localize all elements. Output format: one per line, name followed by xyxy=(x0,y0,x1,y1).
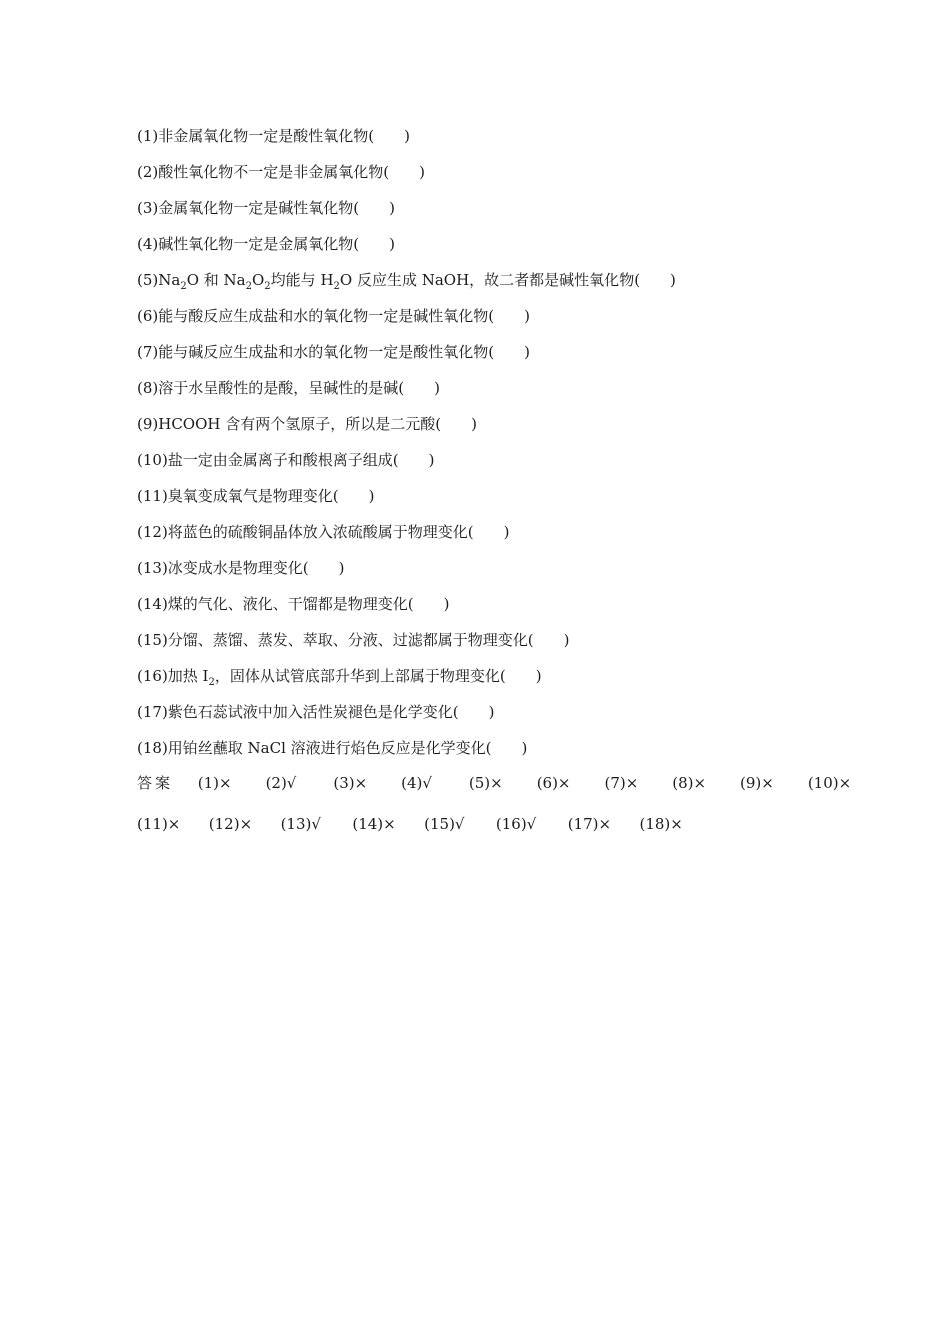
answer-label: 答案 xyxy=(137,774,174,792)
answer-item: (14)× xyxy=(352,815,396,833)
answer-item: (4)√ xyxy=(401,774,432,792)
answer-item: (8)× xyxy=(672,774,707,792)
answer-item: (1)× xyxy=(197,774,232,792)
question-item: (6)能与酸反应生成盐和水的氧化物一定是碱性氧化物( ) xyxy=(137,307,530,325)
answer-item: (2)√ xyxy=(265,774,297,792)
answer-item: (11)× xyxy=(137,815,181,833)
answer-item: (10)× xyxy=(807,774,852,792)
question-item: (17)紫色石蕊试液中加入活性炭褪色是化学变化( ) xyxy=(137,703,495,721)
question-item: (11)臭氧变成氧气是物理变化( ) xyxy=(137,487,375,505)
question-item: (15)分馏、蒸馏、蒸发、萃取、分液、过滤都属于物理变化( ) xyxy=(137,631,570,649)
answer-item: (18)× xyxy=(639,815,683,833)
answer-item: (7)× xyxy=(604,774,639,792)
question-item: (8)溶于水呈酸性的是酸，呈碱性的是碱( ) xyxy=(137,379,440,397)
answer-item: (12)× xyxy=(208,815,253,833)
question-item: (3)金属氧化物一定是碱性氧化物( ) xyxy=(137,199,395,217)
question-item: (10)盐一定由金属离子和酸根离子组成( ) xyxy=(137,451,435,469)
question-item: (16)加热 $I_2$，固体从试管底部升华到上部属于物理变化( ) xyxy=(137,667,542,688)
question-item: (2)酸性氧化物不一定是非金属氧化物( ) xyxy=(137,163,425,181)
answer-item: (3)× xyxy=(333,774,368,792)
answer-row xyxy=(137,813,837,854)
question-item: (4)碱性氧化物一定是金属氧化物( ) xyxy=(137,235,395,253)
question-item: (13)冰变成水是物理变化( ) xyxy=(137,559,345,577)
answer-item: (9)× xyxy=(740,774,774,792)
answer-row xyxy=(137,772,852,813)
question-item: (9)HCOOH 含有两个氢原子，所以是二元酸( ) xyxy=(137,415,477,433)
question-item: (1)非金属氧化物一定是酸性氧化物( ) xyxy=(137,127,410,145)
question-item: (12)将蓝色的硫酸铜晶体放入浓硫酸属于物理变化( ) xyxy=(137,523,510,541)
question-item: (14)煤的气化、液化、干馏都是物理变化( ) xyxy=(137,595,450,613)
answer-section xyxy=(137,772,852,854)
question-item: (7)能与碱反应生成盐和水的氧化物一定是酸性氧化物( ) xyxy=(137,343,530,361)
answer-item: (6)× xyxy=(536,774,571,792)
question-item: $(5)Na_2O$ 和 $Na_2O_2$均能与 $H_2O$ 反应生成 NaOH，故二者都是碱性氧化物( ) xyxy=(137,271,676,292)
answer-item: (13)√ xyxy=(280,815,321,833)
answer-item: (17)× xyxy=(567,815,612,833)
question-list xyxy=(137,124,837,772)
question-item: (18)用铂丝蘸取 NaCl 溶液进行焰色反应是化学变化( ) xyxy=(137,739,528,757)
answer-item: (5)× xyxy=(468,774,503,792)
answer-item: (16)√ xyxy=(495,815,537,833)
answer-item: (15)√ xyxy=(424,815,465,833)
